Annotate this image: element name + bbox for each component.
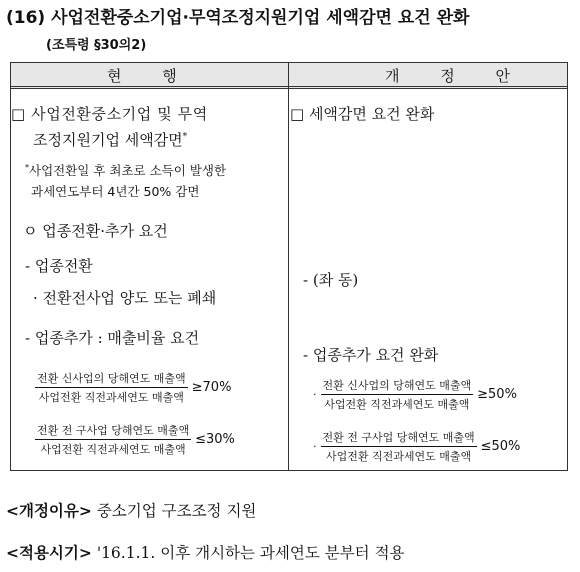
comparison-table [10,62,568,471]
ratio-denominator: 사업전환 직전과세연도 매출액 [325,450,472,463]
ratio-numerator: 전환 전 구사업 당해연도 매출액 [35,422,191,440]
current-ratio-1 [35,370,231,405]
proposed-ratio-1 [313,377,517,412]
current-switch-label: - 업종전환 [25,257,93,275]
ratio-fraction [321,377,474,412]
table-header-row [11,63,567,89]
note-mark: * [25,162,29,172]
current-bullet-heading: ㅇ 업종전환·추가 요건 [23,222,168,240]
current-switch-detail: · 전환전사업 양도 또는 폐쇄 [33,289,217,307]
ratio-fraction [35,370,188,405]
ratio-comparison: ≤50% [480,439,521,454]
timing-label: <적용시기> [6,544,92,562]
current-item-title-line2 [33,129,187,150]
ratio-numerator: 전환 신사업의 당해연도 매출액 [35,370,188,388]
proposed-same-as-left: - (좌 동) [303,271,359,289]
proposed-ratio-2 [313,429,520,464]
proposed-add-relaxed: - 업종추가 요건 완화 [303,346,439,364]
page-title: (16) 사업전환중소기업·무역조정지원기업 세액감면 요건 완화 [6,8,470,28]
footnote-mark: * [182,132,188,142]
ratio-bullet: · [313,388,317,401]
note-line1-text: 사업전환일 후 최초로 소득이 발생한 [29,163,227,178]
column-divider [288,63,289,470]
ratio-denominator: 사업전환 직전과세연도 매출액 [324,398,470,411]
ratio-numerator: 전환 전 구사업 당해연도 매출액 [321,429,477,447]
reason-line [6,499,256,521]
current-item-title-line1: □ 사업전환중소기업 및 무역 [11,105,208,123]
legal-reference: (조특령 §30의2) [46,38,147,53]
header-current: 현 행 [107,67,195,85]
ratio-fraction [321,429,477,464]
ratio-comparison: ≥70% [191,380,232,395]
timing-line [6,541,405,563]
ratio-denominator: 사업전환 직전과세연도 매출액 [40,443,186,456]
reason-label: <개정이유> [6,502,92,520]
current-note-line1 [25,161,226,179]
ratio-comparison: ≥50% [477,387,517,402]
current-note-line2: 과세연도부터 4년간 50% 감면 [31,184,200,199]
ratio-fraction [35,422,191,457]
ratio-numerator: 전환 신사업의 당해연도 매출액 [321,377,474,395]
ratio-bullet: · [313,440,317,453]
current-ratio-2 [35,422,235,457]
current-item-title-text: 조정지원기업 세액감면 [33,131,183,149]
reason-text: 중소기업 구조조정 지원 [96,502,257,520]
ratio-denominator: 사업전환 직전과세연도 매출액 [38,391,184,404]
current-add-label: - 업종추가 : 매출비율 요건 [25,329,200,347]
timing-text: '16.1.1. 이후 개시하는 과세연도 분부터 적용 [96,544,405,562]
proposed-item-title: □ 세액감면 요건 완화 [290,105,435,123]
header-proposed: 개 정 안 [385,67,529,85]
ratio-comparison: ≤30% [195,432,235,447]
